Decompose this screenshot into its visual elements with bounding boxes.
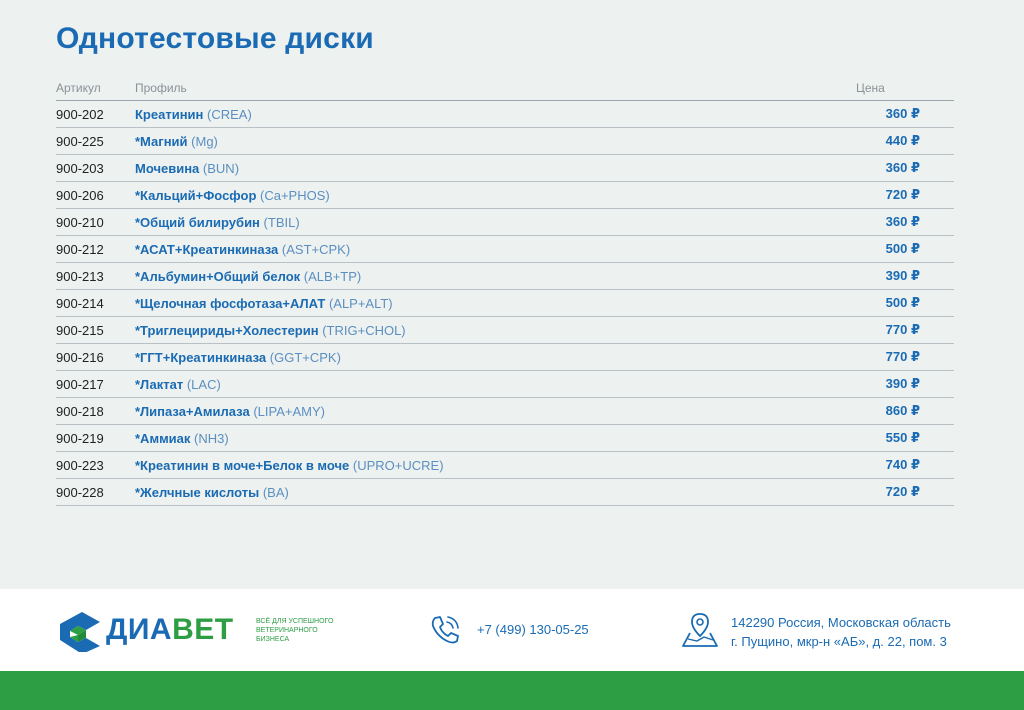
table-row	[56, 155, 954, 182]
profile-name: *Триглецириды+Холестерин	[135, 322, 319, 338]
cell-profile	[135, 269, 856, 284]
table-row	[56, 236, 954, 263]
table-row	[56, 182, 954, 209]
brand-name	[106, 613, 234, 647]
cell-article: 900-217	[56, 376, 104, 392]
price-value: 390 ₽	[885, 376, 920, 391]
table-row	[56, 263, 954, 290]
cell-profile	[135, 161, 856, 176]
cell-price	[856, 484, 954, 500]
price-value: 770 ₽	[885, 322, 920, 337]
profile-code: (TRIG+CHOL)	[322, 322, 406, 338]
cell-profile	[135, 215, 856, 230]
cell-profile	[135, 377, 856, 392]
cell-article: 900-218	[56, 403, 104, 419]
profile-name: Мочевина	[135, 160, 200, 176]
map-pin-icon	[680, 611, 720, 649]
table-header	[56, 76, 954, 101]
cell-profile	[135, 107, 856, 122]
page-title: Однотестовые диски	[56, 22, 374, 55]
price-table	[56, 76, 954, 506]
profile-name: Креатинин	[135, 106, 204, 122]
address-line-2: г. Пущино, мкр-н «АБ», д. 22, пом. 3	[731, 634, 947, 649]
profile-code: (TBIL)	[263, 214, 300, 230]
cell-price	[856, 133, 954, 149]
price-value: 500 ₽	[885, 241, 920, 256]
profile-name: *Креатинин в моче+Белок в моче	[135, 457, 350, 473]
profile-code: (BA)	[262, 484, 289, 500]
cell-article: 900-216	[56, 349, 104, 365]
cell-price	[856, 322, 954, 338]
phone-number[interactable]: +7 (499) 130-05-25	[477, 622, 589, 637]
profile-code: (ALP+ALT)	[328, 295, 393, 311]
cell-article: 900-206	[56, 187, 104, 203]
price-value: 720 ₽	[885, 484, 920, 499]
profile-code: (NH3)	[194, 430, 229, 446]
cell-price	[856, 349, 954, 365]
cell-price	[856, 403, 954, 419]
table-row	[56, 128, 954, 155]
cell-price	[856, 160, 954, 176]
profile-code: (UPRO+UCRE)	[352, 457, 444, 473]
profile-code: (Ca+PHOS)	[260, 187, 330, 203]
footer	[0, 589, 1024, 671]
profile-name: *Магний	[135, 133, 188, 149]
cell-article: 900-215	[56, 322, 104, 338]
table-row	[56, 317, 954, 344]
cell-profile	[135, 296, 856, 311]
profile-code: (GGT+CPK)	[269, 349, 341, 365]
table-row	[56, 290, 954, 317]
address-line-1: 142290 Россия, Московская область	[731, 615, 951, 630]
price-value: 390 ₽	[885, 268, 920, 283]
price-value: 360 ₽	[885, 214, 920, 229]
profile-code: (Mg)	[191, 133, 218, 149]
cell-article: 900-213	[56, 268, 104, 284]
cell-price	[856, 376, 954, 392]
cell-profile	[135, 134, 856, 149]
table-body	[56, 101, 954, 506]
brand-part-2: ВЕТ	[172, 613, 234, 646]
cell-price	[856, 187, 954, 203]
cell-price	[856, 241, 954, 257]
cell-profile	[135, 404, 856, 419]
brand-tagline: ВСЁ ДЛЯ УСПЕШНОГО ВЕТЕРИНАРНОГО БИЗНЕСА	[256, 618, 334, 643]
cell-profile	[135, 323, 856, 338]
profile-code: (LIPA+AMY)	[253, 403, 325, 419]
table-row	[56, 398, 954, 425]
cell-profile	[135, 242, 856, 257]
cell-price	[856, 268, 954, 284]
cell-price	[856, 457, 954, 473]
cell-profile	[135, 485, 856, 500]
cell-article: 900-225	[56, 133, 104, 149]
profile-code: (CREA)	[207, 106, 252, 122]
cell-price	[856, 106, 954, 122]
table-row	[56, 452, 954, 479]
cell-price	[856, 295, 954, 311]
table-row	[56, 344, 954, 371]
phone-icon	[428, 613, 462, 647]
header-price: Цена	[856, 81, 885, 95]
cell-article: 900-212	[56, 241, 104, 257]
profile-name: *Альбумин+Общий белок	[135, 268, 301, 284]
cell-profile	[135, 188, 856, 203]
cell-article: 900-203	[56, 160, 104, 176]
cell-article: 900-202	[56, 106, 104, 122]
cell-price	[856, 430, 954, 446]
price-value: 860 ₽	[885, 403, 920, 418]
profile-name: *Щелочная фосфотаза+АЛАТ	[135, 295, 326, 311]
profile-name: *Желчные кислоты	[135, 484, 260, 500]
profile-code: (LAC)	[186, 376, 221, 392]
profile-code: (BUN)	[202, 160, 240, 176]
cell-article: 900-228	[56, 484, 104, 500]
price-value: 740 ₽	[885, 457, 920, 472]
profile-name: *АСАТ+Креатинкиназа	[135, 241, 279, 257]
table-row	[56, 479, 954, 506]
cell-profile	[135, 350, 856, 365]
price-value: 500 ₽	[885, 295, 920, 310]
cell-article: 900-223	[56, 457, 104, 473]
diavet-logo-icon	[56, 606, 102, 652]
table-row	[56, 101, 954, 128]
header-article: Артикул	[56, 81, 101, 95]
profile-name: *ГГТ+Креатинкиназа	[135, 349, 267, 365]
cell-price	[856, 214, 954, 230]
header-profile: Профиль	[135, 81, 187, 95]
profile-name: *Аммиак	[135, 430, 191, 446]
profile-name: *Лактат	[135, 376, 184, 392]
profile-name: *Общий билирубин	[135, 214, 260, 230]
price-value: 720 ₽	[885, 187, 920, 202]
price-value: 360 ₽	[885, 106, 920, 121]
profile-code: (ALB+TP)	[303, 268, 362, 284]
profile-code: (AST+CPK)	[281, 241, 351, 257]
price-value: 550 ₽	[885, 430, 920, 445]
footer-accent-bar	[0, 671, 1024, 710]
cell-article: 900-219	[56, 430, 104, 446]
profile-name: *Липаза+Амилаза	[135, 403, 250, 419]
address	[731, 613, 951, 651]
profile-name: *Кальций+Фосфор	[135, 187, 257, 203]
cell-article: 900-210	[56, 214, 104, 230]
table-row	[56, 209, 954, 236]
table-row	[56, 425, 954, 452]
price-value: 360 ₽	[885, 160, 920, 175]
table-row	[56, 371, 954, 398]
cell-article: 900-214	[56, 295, 104, 311]
cell-profile	[135, 458, 856, 473]
price-value: 440 ₽	[885, 133, 920, 148]
cell-profile	[135, 431, 856, 446]
brand-part-1: ДИА	[106, 613, 173, 646]
price-value: 770 ₽	[885, 349, 920, 364]
